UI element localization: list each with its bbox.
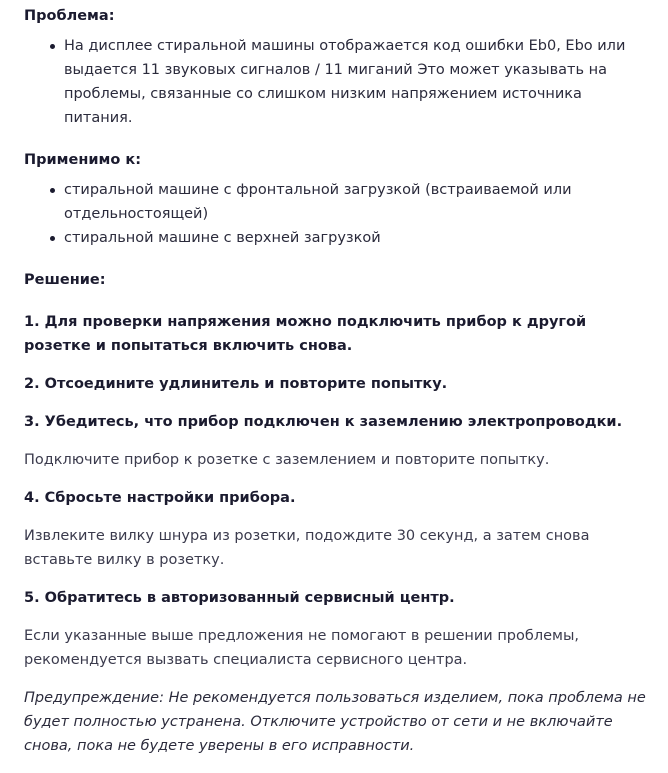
step-4-heading: 4. Сбросьте настройки прибора. bbox=[24, 490, 296, 506]
problem-item: На дисплее стиральной машины отображается код ошибки Eb0, Ebo или выдается 11 звуковых сигналов / 11 миганий Это может указывать на проблемы, связанные со слишком низким напряжением источника питания. bbox=[64, 34, 646, 130]
problem-list bbox=[24, 34, 646, 130]
applies-to-list bbox=[24, 178, 646, 250]
solution-heading: Решение: bbox=[24, 272, 106, 288]
applies-to-item: стиральной машине с фронтальной загрузкой (встраиваемой или отдельностоящей) bbox=[64, 178, 646, 226]
step-3-heading: 3. Убедитесь, что прибор подключен к заземлению электропроводки. bbox=[24, 414, 623, 430]
step-4-text: Извлеките вилку шнура из розетки, подождите 30 секунд, а затем снова вставьте вилку в розетку. bbox=[24, 528, 590, 568]
problem-heading: Проблема: bbox=[24, 8, 115, 24]
applies-to-heading: Применимо к: bbox=[24, 152, 142, 168]
warning-note: Предупреждение: Не рекомендуется пользоваться изделием, пока проблема не будет полностью устранена. Отключите устройство от сети и не включайте снова, пока не будете уверены в его исправности. bbox=[24, 690, 646, 754]
step-1-heading: 1. Для проверки напряжения можно подключить прибор к другой розетке и попытаться включить снова. bbox=[24, 314, 587, 354]
step-2-heading: 2. Отсоедините удлинитель и повторите попытку. bbox=[24, 376, 448, 392]
step-5-heading: 5. Обратитесь в авторизованный сервисный центр. bbox=[24, 590, 455, 606]
step-5-text: Если указанные выше предложения не помогают в решении проблемы, рекомендуется вызвать специалиста сервисного центра. bbox=[24, 628, 580, 668]
step-3-text: Подключите прибор к розетке с заземлением и повторите попытку. bbox=[24, 452, 550, 468]
applies-to-item: стиральной машине с верхней загрузкой bbox=[64, 226, 646, 250]
